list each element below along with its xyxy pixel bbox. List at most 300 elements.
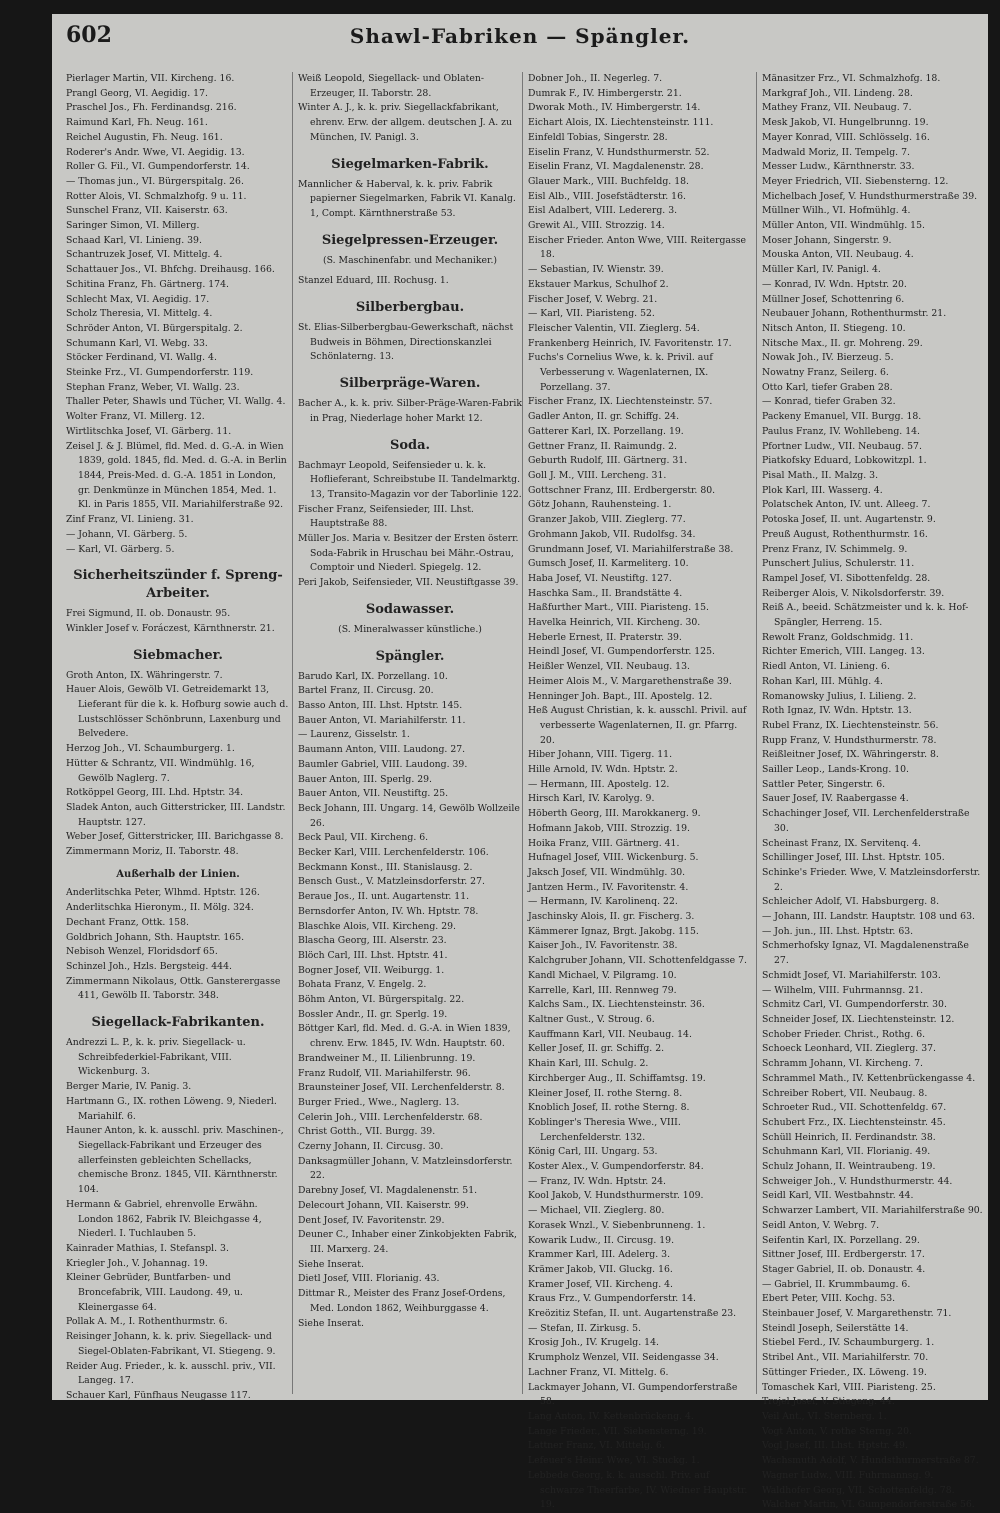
entry-list — [66, 1036, 290, 1404]
directory-entry: Korasek Wnzl., V. Siebenbrunneng. 1. — [528, 1219, 706, 1231]
directory-entry: Jaschinsky Alois, II. gr. Fischerg. 3. — [528, 911, 695, 923]
column-2 — [298, 72, 522, 1394]
directory-entry: Sittner Josef, III. Erdbergerstr. 17. — [762, 1249, 925, 1261]
directory-entry: Nitsch Anton, II. Stiegeng. 10. — [762, 322, 906, 334]
directory-entry: Hirsch Karl, IV. Karolyg. 9. — [528, 793, 655, 805]
directory-entry: Prenz Franz, IV. Schimmelg. 9. — [762, 543, 908, 555]
directory-entry: Hartmann G., IX. rothen Löweng. 9, Niederl. Mariahilf. 6. — [66, 1095, 277, 1122]
directory-entry: Danksagmüller Johann, V. Matzleinsdorferstr. 22. — [298, 1155, 513, 1182]
directory-entry: Roth Ignaz, IV. Wdn. Hptstr. 13. — [762, 705, 912, 717]
directory-entry: Bauer Anton, III. Sperlg. 29. — [298, 773, 433, 785]
directory-entry: Stiebel Ferd., IV. Schaumburgerg. 1. — [762, 1337, 935, 1349]
directory-entry: Keller Josef, II. gr. Schiffg. 2. — [528, 1043, 665, 1055]
directory-entry: Schrammel Math., IV. Kettenbrückengasse 4. — [762, 1072, 976, 1084]
directory-entry: Walcher Martin, VI. Gumpendorferstraße 56. — [762, 1499, 975, 1511]
entry-list — [298, 397, 522, 426]
directory-entry: Veil Ant., VI. Sternberg. 1. — [762, 1410, 887, 1422]
directory-entry: St. Elias-Silberbergbau-Gewerkschaft, nächst Budweis in Böhmen, Directionskanzlei Schönlaterng. 13. — [298, 322, 514, 363]
directory-entry: Lattner Franz, VI. Mittelg. 6. — [528, 1440, 665, 1452]
directory-entry: Darebny Josef, VI. Magdalenenstr. 51. — [298, 1185, 478, 1197]
cross-reference-note: (S. Maschinenfabr. und Mechaniker.) — [322, 254, 498, 266]
directory-entry: Eiselin Franz, V. Hundsthurmerstr. 52. — [528, 146, 710, 158]
directory-entry: Steinbauer Josef, V. Margarethenstr. 71. — [762, 1308, 952, 1320]
directory-entry: — Karl, VI. Gärberg. 5. — [66, 543, 175, 555]
directory-entry: Höberth Georg, III. Marokkanerg. 9. — [528, 808, 701, 820]
section-heading-silberbergbau: Silberbergbau. — [355, 300, 465, 316]
entry-list — [66, 607, 290, 636]
directory-entry: Bartel Franz, II. Circusg. 20. — [298, 685, 434, 697]
directory-entry: Gumsch Josef, II. Karmeliterg. 10. — [528, 558, 689, 570]
directory-entry: Berger Marie, IV. Panig. 3. — [66, 1081, 192, 1093]
directory-entry: Reider Aug. Frieder., k. k. ausschl. priv., VII. Langeg. 17. — [66, 1360, 276, 1387]
directory-entry: Blöch Carl, III. Lhst. Hptstr. 41. — [298, 949, 448, 961]
directory-entry: Rohan Karl, III. Mühlg. 4. — [762, 675, 884, 687]
directory-entry: Schumann Karl, VI. Webg. 33. — [66, 337, 208, 349]
directory-entry: Lang Anton, IV. Kettenbrückeng. 4. — [528, 1410, 694, 1422]
directory-entry: Koster Alex., V. Gumpendorferstr. 84. — [528, 1161, 704, 1173]
directory-entry: Jantzen Herm., IV. Favoritenstr. 4. — [528, 881, 689, 893]
directory-entry: Mouska Anton, VII. Neubaug. 4. — [762, 249, 914, 261]
directory-entry: Reisinger Johann, k. k. priv. Siegellack- und Siegel-Oblaten-Fabrikant, VI. Stiegeng. 9. — [66, 1331, 276, 1357]
entry-list — [66, 72, 290, 557]
directory-entry: Delecourt Johann, VII. Kaiserstr. 99. — [298, 1199, 469, 1211]
directory-entry: Piatkofsky Eduard, Lobkowitzpl. 1. — [762, 455, 927, 467]
directory-entry: Schaad Karl, VI. Linieng. 39. — [66, 234, 202, 246]
directory-entry: Otto Karl, tiefer Graben 28. — [762, 381, 893, 393]
directory-entry: — Wilhelm, VIII. Fuhrmannsg. 21. — [762, 984, 924, 996]
column-1 — [66, 72, 290, 1401]
directory-entry: Hermann & Gabriel, ehrenvolle Erwähn. London 1862, Fabrik IV. Bleichgasse 4, Niederl. I. Tuchlauben 5. — [66, 1198, 262, 1240]
directory-entry: Schlecht Max, VI. Aegidig. 17. — [66, 293, 210, 305]
directory-entry: Jaksch Josef, VII. Windmühlg. 30. — [528, 866, 686, 878]
directory-entry: Baumann Anton, VIII. Laudong. 27. — [298, 744, 466, 756]
directory-entry: Blascha Georg, III. Alserstr. 23. — [298, 935, 447, 947]
column-divider — [756, 72, 757, 1394]
directory-entry: Eisl Adalbert, VIII. Ledererg. 3. — [528, 205, 678, 217]
directory-entry: Schattauer Jos., VI. Bhfchg. Dreihausg. 166. — [66, 264, 275, 276]
entry-list — [298, 670, 522, 1332]
directory-entry: Beckmann Konst., III. Stanislausg. 2. — [298, 861, 473, 873]
directory-entry: Winkler Josef v. Foráczest, Kärnthnerstr. 21. — [66, 622, 275, 634]
directory-entry: Vogt Anton, V. rothe Sterng. 20. — [762, 1425, 912, 1437]
directory-entry: Schreiber Robert, VII. Neubaug. 8. — [762, 1087, 928, 1099]
directory-entry: Waldhofer Georg, VII. Schottenfeldg. 78. — [762, 1484, 955, 1496]
directory-entry: Romanowsky Julius, I. Lilieng. 2. — [762, 690, 917, 702]
directory-entry: Bachmayr Leopold, Seifensieder u. k. k. Hoflieferant, Schreibstube II. Tandelmarktg. 13, Transito-Magazin vor der Taborlinie 122. — [298, 459, 522, 500]
directory-entry: Stöcker Ferdinand, VI. Wallg. 4. — [66, 352, 217, 364]
directory-entry: — Franz, IV. Wdn. Hptstr. 24. — [528, 1175, 666, 1187]
directory-entry: Lachner Franz, VI. Mittelg. 6. — [528, 1366, 669, 1378]
directory-entry: Gadler Anton, II. gr. Schiffg. 24. — [528, 411, 680, 423]
directory-entry: Schachinger Josef, VII. Lerchenfelderstraße 30. — [762, 808, 970, 834]
directory-entry: Gettner Franz, II. Raimundg. 2. — [528, 440, 677, 452]
directory-entry: Kleiner Gebrüder, Buntfarben- und Broncefabrik, VIII. Laudong. 49, u. Kleinergasse 64. — [66, 1272, 243, 1313]
directory-entry: Madwald Moriz, II. Tempelg. 7. — [762, 146, 910, 158]
directory-entry: Kirchberger Aug., II. Schiffamtsg. 19. — [528, 1072, 706, 1084]
directory-entry: Christ Gotth., VII. Burgg. 39. — [298, 1126, 436, 1138]
directory-entry: Hoika Franz, VIII. Gärtnerg. 41. — [528, 837, 680, 849]
directory-entry: Karrelle, Karl, III. Rennweg 79. — [528, 984, 677, 996]
directory-entry: Heindl Josef, VI. Gumpendorferstr. 125. — [528, 646, 715, 658]
directory-entry: Pfortner Ludw., VII. Neubaug. 57. — [762, 440, 922, 452]
directory-entry: Kauffmann Karl, VII. Neubaug. 14. — [528, 1028, 692, 1040]
directory-entry: Sattler Peter, Singerstr. 6. — [762, 778, 886, 790]
directory-entry: Roderer's Andr. Wwe, VI. Aegidig. 13. — [66, 146, 245, 158]
directory-entry: Hille Arnold, IV. Wdn. Hptstr. 2. — [528, 764, 678, 776]
directory-entry: Brandweiner M., II. Lilienbrunng. 19. — [298, 1052, 476, 1064]
directory-entry: Schleicher Adolf, VI. Habsburgerg. 8. — [762, 896, 940, 908]
directory-entry: Anderlitschka Hieronym., II. Mölg. 324. — [66, 902, 254, 914]
directory-entry: Dent Josef, IV. Favoritenstr. 29. — [298, 1214, 445, 1226]
directory-entry: Schauer Karl, Fünfhaus Neugasse 117. — [66, 1389, 251, 1401]
directory-entry: Praschel Jos., Fh. Ferdinandsg. 216. — [66, 102, 237, 114]
directory-entry: Knoblich Josef, II. rothe Sterng. 8. — [528, 1102, 690, 1114]
directory-entry: Weiß Leopold, Siegellack- und Oblaten-Erzeuger, II. Taborstr. 28. — [298, 73, 484, 99]
directory-entry: Baumler Gabriel, VIII. Laudong. 39. — [298, 758, 468, 770]
directory-entry: Rubel Franz, IX. Liechtensteinstr. 56. — [762, 719, 939, 731]
directory-entry: Seidl Karl, VII. Westbahnstr. 44. — [762, 1190, 914, 1202]
directory-entry: Czerny Johann, II. Circusg. 30. — [298, 1141, 444, 1153]
directory-entry: Bossler Andr., II. gr. Sperlg. 19. — [298, 1008, 448, 1020]
directory-entry: Schmerhofsky Ignaz, VI. Magdalenenstraße 27. — [762, 940, 969, 967]
directory-entry: Beck Paul, VII. Kircheng. 6. — [298, 832, 429, 844]
page-number: 602 — [66, 22, 112, 48]
column-divider — [292, 72, 293, 1394]
entry-list — [298, 178, 522, 222]
column-divider — [522, 72, 523, 1394]
directory-entry: Potoska Josef, II. unt. Augartenstr. 9. — [762, 514, 936, 526]
directory-entry: Dittmar R., Meister des Franz Josef-Ordens, Med. London 1862, Weihburggasse 4. — [298, 1288, 506, 1314]
entry-list — [298, 72, 522, 146]
directory-entry: Schneider Josef, IX. Liechtensteinstr. 12. — [762, 1014, 955, 1025]
directory-entry: — Konrad, tiefer Graben 32. — [762, 396, 896, 408]
directory-entry: Mathey Franz, VII. Neubaug. 7. — [762, 102, 912, 114]
directory-entry: Grewit Al., VIII. Strozzig. 14. — [528, 220, 665, 232]
directory-entry: Franz Rudolf, VII. Mariahilferstr. 96. — [298, 1067, 471, 1079]
directory-entry: Siehe Inserat. — [298, 1317, 364, 1329]
directory-entry: Rewolt Franz, Goldschmidg. 11. — [762, 631, 914, 643]
directory-entry: Vogl Josef, III. Lhst. Hptstr. 49. — [762, 1440, 908, 1452]
directory-entry: Stribel Ant., VII. Mariahilferstr. 70. — [762, 1352, 929, 1364]
directory-entry: Kalchs Sam., IX. Liechtensteinstr. 36. — [528, 999, 705, 1011]
directory-entry: Sunschel Franz, VII. Kaiserstr. 63. — [66, 205, 228, 217]
directory-entry: Bernsdorfer Anton, IV. Wh. Hptstr. 78. — [298, 905, 479, 917]
directory-entry: Mesk Jakob, VI. Hungelbrunng. 19. — [762, 117, 929, 129]
directory-entry: Anderlitschka Peter, Wlhmd. Hptstr. 126. — [66, 887, 260, 899]
directory-entry: Dietl Josef, VIII. Florianig. 43. — [298, 1273, 440, 1285]
directory-entry: Kalchgruber Johann, VII. Schottenfeldgasse 7. — [528, 955, 747, 967]
directory-entry: Seidl Anton, V. Webrg. 7. — [762, 1219, 880, 1231]
directory-entry: — Stefan, II. Zirkusg. 5. — [528, 1322, 641, 1334]
directory-entry: Becker Karl, VIII. Lerchenfelderstr. 106. — [298, 847, 489, 859]
directory-entry: Basso Anton, III. Lhst. Hptstr. 145. — [298, 699, 463, 711]
directory-entry: Grundmann Josef, VI. Mariahilferstraße 38. — [528, 543, 734, 555]
directory-entry: Müllner Wilh., VI. Hofmühlg. 4. — [762, 205, 911, 217]
directory-entry: Hauer Alois, Gewölb VI. Getreidemarkt 13, Lieferant für die k. k. Hofburg sowie auch d. Lustschlösser Schönbrunn, Laxenburg und Belvedere. — [66, 684, 289, 740]
directory-entry: Schoeck Leonhard, VII. Zieglerg. 37. — [762, 1043, 936, 1055]
directory-entry: Heißler Wenzel, VII. Neubaug. 13. — [528, 661, 690, 673]
directory-entry: Lefeuer's Heinr. Wwe, VI. Stuckg. 1. — [528, 1455, 700, 1467]
directory-entry: Nowak Joh., IV. Bierzeug. 5. — [762, 352, 894, 364]
section-heading-silberpraege: Silberpräge-Waren. — [339, 376, 481, 392]
directory-entry: Sladek Anton, auch Gitterstricker, III. Landstr. Hauptstr. 127. — [66, 801, 286, 828]
directory-entry: Bohata Franz, V. Engelg. 2. — [298, 979, 427, 991]
directory-entry: Haba Josef, VI. Neustiftg. 127. — [528, 572, 672, 584]
directory-entry: Koblinger's Theresia Wwe., VIII. Lerchenfelderstr. 132. — [528, 1116, 681, 1143]
directory-entry: — Sebastian, IV. Wienstr. 39. — [528, 264, 664, 276]
directory-entry: Krämer Jakob, VII. Gluckg. 16. — [528, 1263, 673, 1275]
directory-entry: Reißleitner Josef, IX. Währingerstr. 8. — [762, 749, 939, 761]
directory-entry: Mayer Konrad, VIII. Schlösselg. 16. — [762, 131, 930, 143]
directory-entry: Krumpholz Wenzel, VII. Seidengasse 34. — [528, 1352, 719, 1364]
directory-entry: Schüll Heinrich, II. Ferdinandstr. 38. — [762, 1131, 936, 1143]
directory-entry: Kainrader Mathias, I. Stefanspl. 3. — [66, 1242, 229, 1254]
directory-entry: Granzer Jakob, VIII. Zieglerg. 77. — [528, 514, 686, 526]
directory-entry: Zinf Franz, VI. Linieng. 31. — [66, 514, 194, 526]
directory-entry: Hiber Johann, VIII. Tigerg. 11. — [528, 749, 673, 761]
entry-list — [528, 72, 752, 1513]
directory-entry: Bogner Josef, VII. Weiburgg. 1. — [298, 964, 445, 976]
directory-entry: Schinzel Joh., Hzls. Bergsteig. 444. — [66, 960, 232, 972]
subheading-ausserhalb: Außerhalb der Linien. — [116, 868, 240, 880]
directory-entry: Süttinger Frieder., IX. Löweng. 19. — [762, 1366, 927, 1378]
directory-entry: Nitsche Max., II. gr. Mohreng. 29. — [762, 337, 923, 349]
directory-entry: Müller Jos. Maria v. Besitzer der Ersten österr. Soda-Fabrik in Hruschau bei Mähr.-Ostrau, Comptoir und Niederl. Spiegelg. 12. — [298, 533, 519, 574]
directory-entry: Schmidt Josef, VI. Mariahilferstr. 103. — [762, 969, 941, 981]
directory-entry: Peri Jakob, Seifensieder, VII. Neustiftgasse 39. — [298, 577, 519, 589]
directory-entry: Schubert Frz., IX. Liechtensteinstr. 45. — [762, 1116, 946, 1128]
directory-entry: Mannlicher & Haberval, k. k. priv. Fabrik papierner Siegelmarken, Fabrik VI. Kanalg. 1, Compt. Kärnthnerstraße 53. — [298, 178, 516, 219]
directory-entry: Kriegler Joh., V. Johannag. 19. — [66, 1257, 208, 1269]
directory-entry: Haßfurther Mart., VIII. Piaristeng. 15. — [528, 602, 709, 614]
directory-entry: — Thomas jun., VI. Bürgerspitalg. 26. — [66, 175, 244, 187]
directory-entry: Kämmerer Ignaz, Brgt. Jakobg. 115. — [528, 925, 699, 937]
directory-entry: Packeny Emanuel, VII. Burgg. 18. — [762, 411, 922, 423]
directory-entry: Kandl Michael, V. Pilgramg. 10. — [528, 969, 677, 981]
directory-entry: Schulz Johann, II. Weintraubeng. 19. — [762, 1161, 936, 1173]
directory-entry: Haschka Sam., II. Brandstätte 4. — [528, 587, 683, 599]
directory-entry: Fuchs's Cornelius Wwe, k. k. Privil. auf Verbesserung v. Wagenlaternen, IX. Porzellang. 37. — [528, 352, 713, 393]
directory-entry: — Gabriel, II. Krummbaumg. 6. — [762, 1278, 911, 1290]
directory-entry: Tomaschek Karl, VIII. Piaristeng. 25. — [762, 1381, 936, 1393]
directory-entry: Prangl Georg, VI. Aegidig. 17. — [66, 87, 208, 99]
directory-entry: Weber Josef, Gitterstricker, III. Barichgasse 8. — [66, 831, 284, 843]
directory-entry: Ebert Peter, VIII. Kochg. 53. — [762, 1293, 896, 1305]
directory-entry: Bensch Gust., V. Matzleinsdorferstr. 27. — [298, 876, 485, 888]
entry-list — [66, 669, 290, 860]
directory-entry: — Karl, VII. Piaristeng. 52. — [528, 308, 655, 320]
directory-entry: Roller G. Fil., VI. Gumpendorferstr. 14. — [66, 161, 250, 173]
directory-entry: Plok Karl, III. Wasserg. 4. — [762, 484, 883, 496]
section-heading-siegelpressen: Siegelpressen-Erzeuger. — [321, 232, 499, 248]
directory-entry: Zimmermann Nikolaus, Ottk. Gansterergasse 411, Gewölb II. Taborstr. 348. — [66, 975, 281, 1002]
directory-entry: Wolter Franz, VI. Millerg. 12. — [66, 411, 205, 423]
directory-entry: Krosig Joh., IV. Krugelg. 14. — [528, 1337, 659, 1349]
directory-entry: Markgraf Joh., VII. Lindeng. 28. — [762, 87, 913, 99]
directory-entry: Kleiner Josef, II. rothe Sterng. 8. — [528, 1087, 683, 1099]
directory-entry: Messer Ludw., Kärnthnerstr. 33. — [762, 161, 915, 173]
directory-entry: Nebisoh Wenzel, Floridsdorf 65. — [66, 946, 218, 958]
directory-entry: Meyer Friedrich, VII. Siebensterng. 12. — [762, 175, 949, 187]
entry-list — [66, 886, 290, 1004]
directory-entry: Winter A. J., k. k. priv. Siegellackfabrikant, ehrenv. Erw. der allgem. deutschen J. A. zu München, IV. Panigl. 3. — [298, 102, 513, 143]
directory-entry: Seifentin Karl, IX. Porzellang. 29. — [762, 1234, 920, 1246]
directory-entry: — Hermann, III. Apostelg. 12. — [528, 778, 670, 790]
directory-entry: Goll J. M., VIII. Lercheng. 31. — [528, 469, 667, 481]
directory-entry: Krammer Karl, III. Adelerg. 3. — [528, 1249, 671, 1261]
directory-entry: Raimund Karl, Fh. Neug. 161. — [66, 117, 208, 129]
directory-entry: Stanzel Eduard, III. Rochusg. 1. — [298, 275, 449, 287]
directory-entry: Herzog Joh., VI. Schaumburgerg. 1. — [66, 743, 235, 755]
directory-entry: Nowatny Franz, Seilerg. 6. — [762, 367, 889, 379]
directory-entry: Einfeldl Tobias, Singerstr. 28. — [528, 131, 668, 143]
directory-entry: Blaschke Alois, VII. Kircheng. 29. — [298, 920, 457, 932]
column-3 — [528, 72, 752, 1511]
directory-entry: Henninger Joh. Bapt., III. Apostelg. 12. — [528, 690, 713, 702]
directory-entry: Beraue Jos., II. unt. Augartenstr. 11. — [298, 891, 470, 903]
directory-entry: Wirtlitschka Josef, VI. Gärberg. 11. — [66, 425, 232, 437]
directory-entry: Scholz Theresia, VI. Mittelg. 4. — [66, 308, 213, 320]
directory-entry: — Joh. jun., III. Lhst. Hptstr. 63. — [762, 925, 914, 937]
directory-entry: Dumrak F., IV. Himbergerstr. 21. — [528, 87, 682, 99]
directory-entry: Fischer Franz, IX. Liechtensteinstr. 57. — [528, 396, 713, 408]
directory-entry: Böhm Anton, VI. Bürgerspitalg. 22. — [298, 994, 465, 1006]
directory-entry: Müller Karl, IV. Panigl. 4. — [762, 264, 881, 276]
directory-entry: Kaltner Gust., V. Stroug. 6. — [528, 1014, 655, 1025]
directory-entry: Khain Karl, III. Schulg. 2. — [528, 1058, 649, 1070]
directory-entry: Götz Johann, Rauhensteing. 1. — [528, 499, 672, 511]
directory-entry: Fischer Josef, V. Webrg. 21. — [528, 293, 658, 305]
directory-entry: Wagner Ludw., VIII. Fuhrmannsg. 9. — [762, 1469, 934, 1481]
directory-entry: Steinke Frz., VI. Gumpendorferstr. 119. — [66, 367, 254, 379]
directory-entry: — Michael, VII. Zieglerg. 80. — [528, 1205, 665, 1217]
directory-entry: — Hermann, IV. Karolinenq. 22. — [528, 896, 678, 908]
directory-entry: Fischer Franz, Seifensieder, III. Lhst. Hauptstraße 88. — [298, 503, 474, 530]
entry-list — [762, 72, 986, 1513]
directory-entry: Dworak Moth., IV. Himbergerstr. 14. — [528, 102, 701, 114]
directory-entry: Riedl Anton, VI. Linieng. 6. — [762, 661, 890, 673]
directory-entry: Ekstauer Markus, Schulhof 2. — [528, 278, 669, 290]
directory-entry: Kreözitiz Stefan, II. unt. Augartenstraße 23. — [528, 1308, 737, 1320]
directory-entry: Schantruzek Josef, VI. Mittelg. 4. — [66, 249, 223, 261]
directory-entry: Beck Johann, III. Ungarg. 14, Gewölb Wollzeile 26. — [298, 802, 520, 829]
directory-entry: Schroeter Rud., VII. Schottenfeldg. 67. — [762, 1102, 947, 1114]
directory-entry: Sailler Leop., Lands-Krong. 10. — [762, 764, 910, 776]
directory-entry: — Johann, III. Landstr. Hauptstr. 108 und 63. — [762, 911, 975, 923]
directory-entry: Andrezzi L. P., k. k. priv. Siegellack- u. Schreibfederkiel-Fabrikant, VIII. Wickenburg. 3. — [66, 1037, 246, 1078]
directory-entry: — Johann, VI. Gärberg. 5. — [66, 528, 188, 540]
page-header — [52, 14, 988, 54]
directory-entry: Paulus Franz, IV. Wohllebeng. 14. — [762, 425, 921, 437]
directory-entry: Stephan Franz, Weber, VI. Wallg. 23. — [66, 381, 240, 393]
directory-entry: — Laurenz, Gisselstr. 1. — [298, 729, 410, 741]
directory-entry: Reiberger Alois, V. Nikolsdorferstr. 39. — [762, 587, 945, 599]
entry-list — [298, 321, 522, 365]
directory-entry: Hofmann Jakob, VIII. Strozzig. 19. — [528, 822, 691, 834]
directory-entry: Heimer Alois M., V. Margarethenstraße 39. — [528, 675, 732, 687]
directory-entry: Mänasitzer Frz., VI. Schmalzhofg. 18. — [762, 73, 941, 84]
directory-entry: Goldbrich Johann, Sth. Hauptstr. 165. — [66, 931, 245, 943]
directory-entry: König Carl, III. Ungarg. 53. — [528, 1146, 658, 1158]
directory-entry: Bauer Anton, VI. Mariahilferstr. 11. — [298, 714, 466, 726]
directory-entry: Rotköppel Georg, III. Lhd. Hptstr. 34. — [66, 787, 244, 799]
directory-entry: Zeisel J. & J. Blümel, fld. Med. d. G.-A. in Wien 1839, gold. 1845, fld. Med. d. G.-A. in Berlin 1844, Preis-Med. d. G.-A. 1851 in London, gr. Denkmünze in München 1854, Med. 1. Kl. in Paris 1855, VII. Mariahilferstraße 92. — [66, 440, 287, 511]
directory-entry: Groth Anton, IX. Währingerstr. 7. — [66, 669, 223, 681]
directory-entry: Schmitz Carl, VI. Gumpendorferstr. 30. — [762, 999, 947, 1011]
directory-entry: Rotter Alois, VI. Schmalzhofg. 9 u. 11. — [66, 190, 247, 202]
entry-list — [298, 459, 522, 591]
directory-entry: Stager Gabriel, II. ob. Donaustr. 4. — [762, 1263, 926, 1275]
directory-entry: Scheinast Franz, IX. Servitenq. 4. — [762, 837, 921, 849]
directory-entry: Hufnagel Josef, VIII. Wickenburg. 5. — [528, 852, 699, 864]
directory-entry: Müller Anton, VII. Windmühlg. 15. — [762, 220, 925, 232]
directory-entry: Havelka Heinrich, VII. Kircheng. 30. — [528, 617, 701, 629]
directory-entry: Heß August Christian, k. k. ausschl. Privil. auf verbesserte Wagenlaternen, II. gr. Pfarrg. 20. — [528, 705, 747, 746]
directory-entry: Hauner Anton, k. k. ausschl. priv. Maschinen-, Siegellack-Fabrikant und Erzeuger des allerfeinsten gebleichten Schellacks, chemische Bronz. 1845, VII. Kärnthnerstr. 104. — [66, 1125, 284, 1196]
directory-entry: Barudo Karl, IX. Porzellang. 10. — [298, 670, 448, 682]
directory-entry: Fleischer Valentin, VII. Zieglerg. 54. — [528, 322, 700, 334]
directory-entry: Eisl Alb., VIII. Josefstädterstr. 16. — [528, 190, 686, 202]
directory-entry: Pierlager Martin, VII. Kircheng. 16. — [66, 73, 235, 84]
directory-entry: Kramer Josef, VII. Kircheng. 4. — [528, 1278, 674, 1290]
directory-entry: Sauer Josef, IV. Raabergasse 4. — [762, 793, 909, 805]
directory-entry: Schinke's Frieder. Wwe, V. Matzleinsdorferstr. 2. — [762, 866, 981, 893]
cross-reference-note: (S. Mineralwasser künstliche.) — [338, 623, 482, 635]
directory-entry: Celerin Joh., VIII. Lerchenfelderstr. 68. — [298, 1111, 483, 1123]
directory-entry: Grohmann Jakob, VII. Rudolfsg. 34. — [528, 528, 696, 540]
directory-entry: Punschert Julius, Schulerstr. 11. — [762, 558, 915, 570]
directory-entry: Frei Sigmund, II. ob. Donaustr. 95. — [66, 608, 231, 620]
directory-entry: Wachsmuth Adolf, V. Hundsthurmerstraße 87. — [762, 1455, 979, 1467]
section-heading-sodawasser: Sodawasser. — [365, 601, 455, 617]
directory-entry: Zimmermann Moriz, II. Taborstr. 48. — [66, 846, 239, 858]
directory-entry: Pisal Math., II. Malzg. 3. — [762, 469, 879, 481]
directory-entry: Siehe Inserat. — [298, 1258, 364, 1270]
directory-entry: Moser Johann, Singerstr. 9. — [762, 234, 892, 246]
directory-entry: Braunsteiner Josef, VII. Lerchenfelderstr. 8. — [298, 1082, 505, 1094]
directory-entry: Bacher A., k. k. priv. Silber-Präge-Waren-Fabrik in Prag, Niederlage hoher Markt 12. — [298, 398, 522, 424]
directory-entry: Lackmayer Johann, VI. Gumpendorferstraße 58. — [528, 1381, 738, 1408]
directory-entry: Deuner C., Inhaber einer Zinkobjekten Fabrik, III. Marxerg. 24. — [298, 1229, 518, 1255]
directory-entry: Glauer Mark., VIII. Buchfeldg. 18. — [528, 175, 690, 187]
directory-entry: Burger Fried., Wwe., Naglerg. 13. — [298, 1096, 460, 1108]
directory-entry: Eischer Frieder. Anton Wwe, VIII. Reitergasse 18. — [528, 234, 747, 261]
directory-entry: Kowarik Ludw., II. Circusg. 19. — [528, 1234, 675, 1246]
directory-entry: Schitina Franz, Fh. Gärtnerg. 174. — [66, 278, 229, 290]
section-heading-siebmacher: Siebmacher. — [133, 647, 223, 663]
directory-entry: Hütter & Schrantz, VII. Windmühlg. 16, Gewölb Naglerg. 7. — [66, 757, 255, 784]
directory-entry: Kaiser Joh., IV. Favoritenstr. 38. — [528, 940, 678, 952]
directory-entry: Bauer Anton, VII. Neustiftg. 25. — [298, 788, 449, 800]
directory-entry: Frankenberg Heinrich, IV. Favoritenstr. 17. — [528, 337, 732, 349]
directory-entry: Thaller Peter, Shawls und Tücher, VI. Wallg. 4. — [66, 396, 286, 408]
directory-entry: Gatterer Karl, IX. Porzellang. 19. — [528, 425, 684, 437]
directory-entry: Geburth Rudolf, III. Gärtnerg. 31. — [528, 455, 688, 467]
directory-entry: Schillinger Josef, III. Lhst. Hptstr. 105. — [762, 852, 945, 864]
section-heading-siegellack: Siegellack-Fabrikanten. — [91, 1015, 265, 1031]
directory-entry: Steindl Joseph, Seilerstätte 14. — [762, 1322, 909, 1334]
directory-entry: Rampel Josef, VI. Sibottenfeldg. 28. — [762, 572, 931, 584]
directory-entry: Neubauer Johann, Rothenthurmstr. 21. — [762, 308, 947, 320]
directory-entry: Lebbede Georg, k. k. ausschl. Priv. auf schwarze Theerfarbe, IV. Wiedner Hauptstr. 19. — [528, 1469, 748, 1511]
directory-entry: Müllner Josef, Schottenring 6. — [762, 293, 905, 305]
directory-entry: Trojel Josef, V. Stiegeng. 44. — [762, 1396, 895, 1408]
entry-list — [298, 274, 522, 289]
directory-entry: Michelbach Josef, V. Hundsthurmerstraße 39. — [762, 190, 978, 202]
directory-entry: Lange Frieder., VII. Siebensterng. 19. — [528, 1425, 707, 1437]
directory-entry: Schober Frieder. Christ., Rothg. 6. — [762, 1028, 926, 1040]
directory-entry: Schwarzer Lambert, VII. Mariahilferstraße 90. — [762, 1205, 983, 1217]
